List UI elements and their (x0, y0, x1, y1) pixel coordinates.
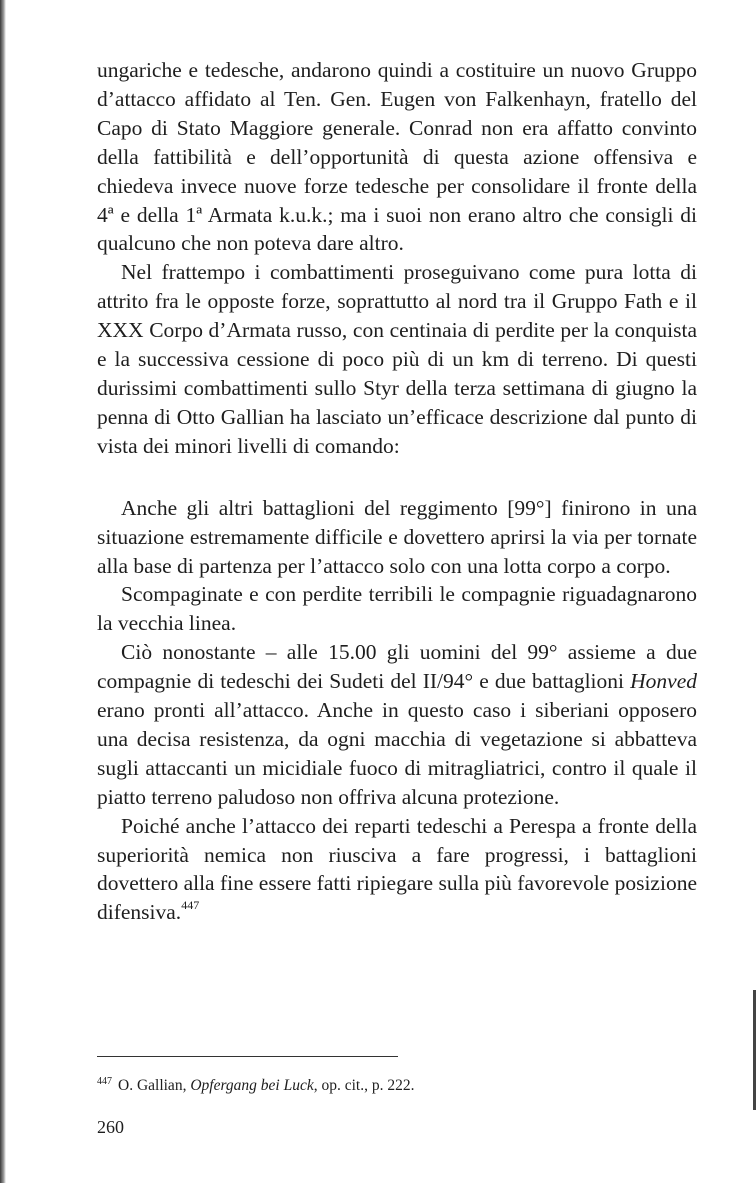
footnote-title: Opfergang bei Luck (190, 1077, 314, 1094)
quote-text: Poiché anche l’attacco dei reparti tedeschi a Perespa a fronte della superiorità nemica non riusciva a fare progressi, i battaglioni dovettero alla fine essere fatti ripiegare sulla più favorevole posizione difensiva. (97, 813, 697, 925)
footnote-divider (97, 1056, 398, 1057)
footnote-number: 447 (97, 1076, 112, 1087)
italic-term: Honved (630, 669, 697, 694)
block-quote (97, 494, 697, 928)
quote-paragraph: Scompaginate e con perdite terribili le compagnie riguadagnarono la vecchia linea. (97, 582, 697, 636)
footnote-author: O. Gallian, (118, 1077, 191, 1094)
quote-text: erano pronti all’attacco. Anche in questo caso i siberiani opposero una decisa resistenza, da ogni macchia di vegetazione si abbatteva sugli attaccanti un micidiale fuoco di mitragliatrici, contro il quale il piatto terreno paludoso non offriva alcuna protezione. (97, 698, 697, 809)
footnote-citation: , op. cit., p. 222. (313, 1077, 415, 1094)
quote-text: Ciò nonostante – alle 15.00 gli uomini del 99° assieme a due compagnie di tedeschi dei Sudeti del II/94° e due battaglioni (97, 640, 697, 694)
page-number: 260 (97, 1117, 124, 1137)
footnote-reference[interactable]: 447 (181, 898, 200, 913)
paragraph-continued: ungariche e tedesche, andarono quindi a costituire un nuovo Gruppo d’attacco affidato al Ten. Gen. Eugen von Falkenhayn, fratello del Capo di Stato Maggiore generale. Conrad non era affatto convinto della fattibilità e dell’opportunità di questa azione offensiva e chiedeva invece nuove forze tedesche per consolidare il fronte della 4ª e della 1ª Armata k.u.k.; ma i suoi non erano altro che consigli di qualcuno che non poteva dare altro. (97, 58, 697, 256)
binding-shadow (0, 0, 6, 1183)
paragraph: Nel frattempo i combattimenti proseguivano come pura lotta di attrito fra le opposte forze, soprattutto al nord tra il Gruppo Fath e il XXX Corpo d’Armata russo, con centinaia di perdite per la conquista e la successiva cessione di poco più di un km di terreno. Di questi durissimi combattimenti sullo Styr della terza settimana di giugno la penna di Otto Gallian ha lasciato un’efficace descrizione dal punto di vista dei minori livelli di comando: (97, 260, 697, 458)
footnote (97, 1072, 697, 1096)
quote-paragraph: Anche gli altri battaglioni del reggimento [99°] finirono in una situazione estremamente difficile e dovettero aprirsi la via per tornate alla base di partenza per l’attacco solo con una lotta corpo a corpo. (97, 495, 697, 578)
quote-paragraph (97, 638, 697, 811)
page-body (97, 56, 697, 927)
quote-paragraph (97, 812, 697, 928)
